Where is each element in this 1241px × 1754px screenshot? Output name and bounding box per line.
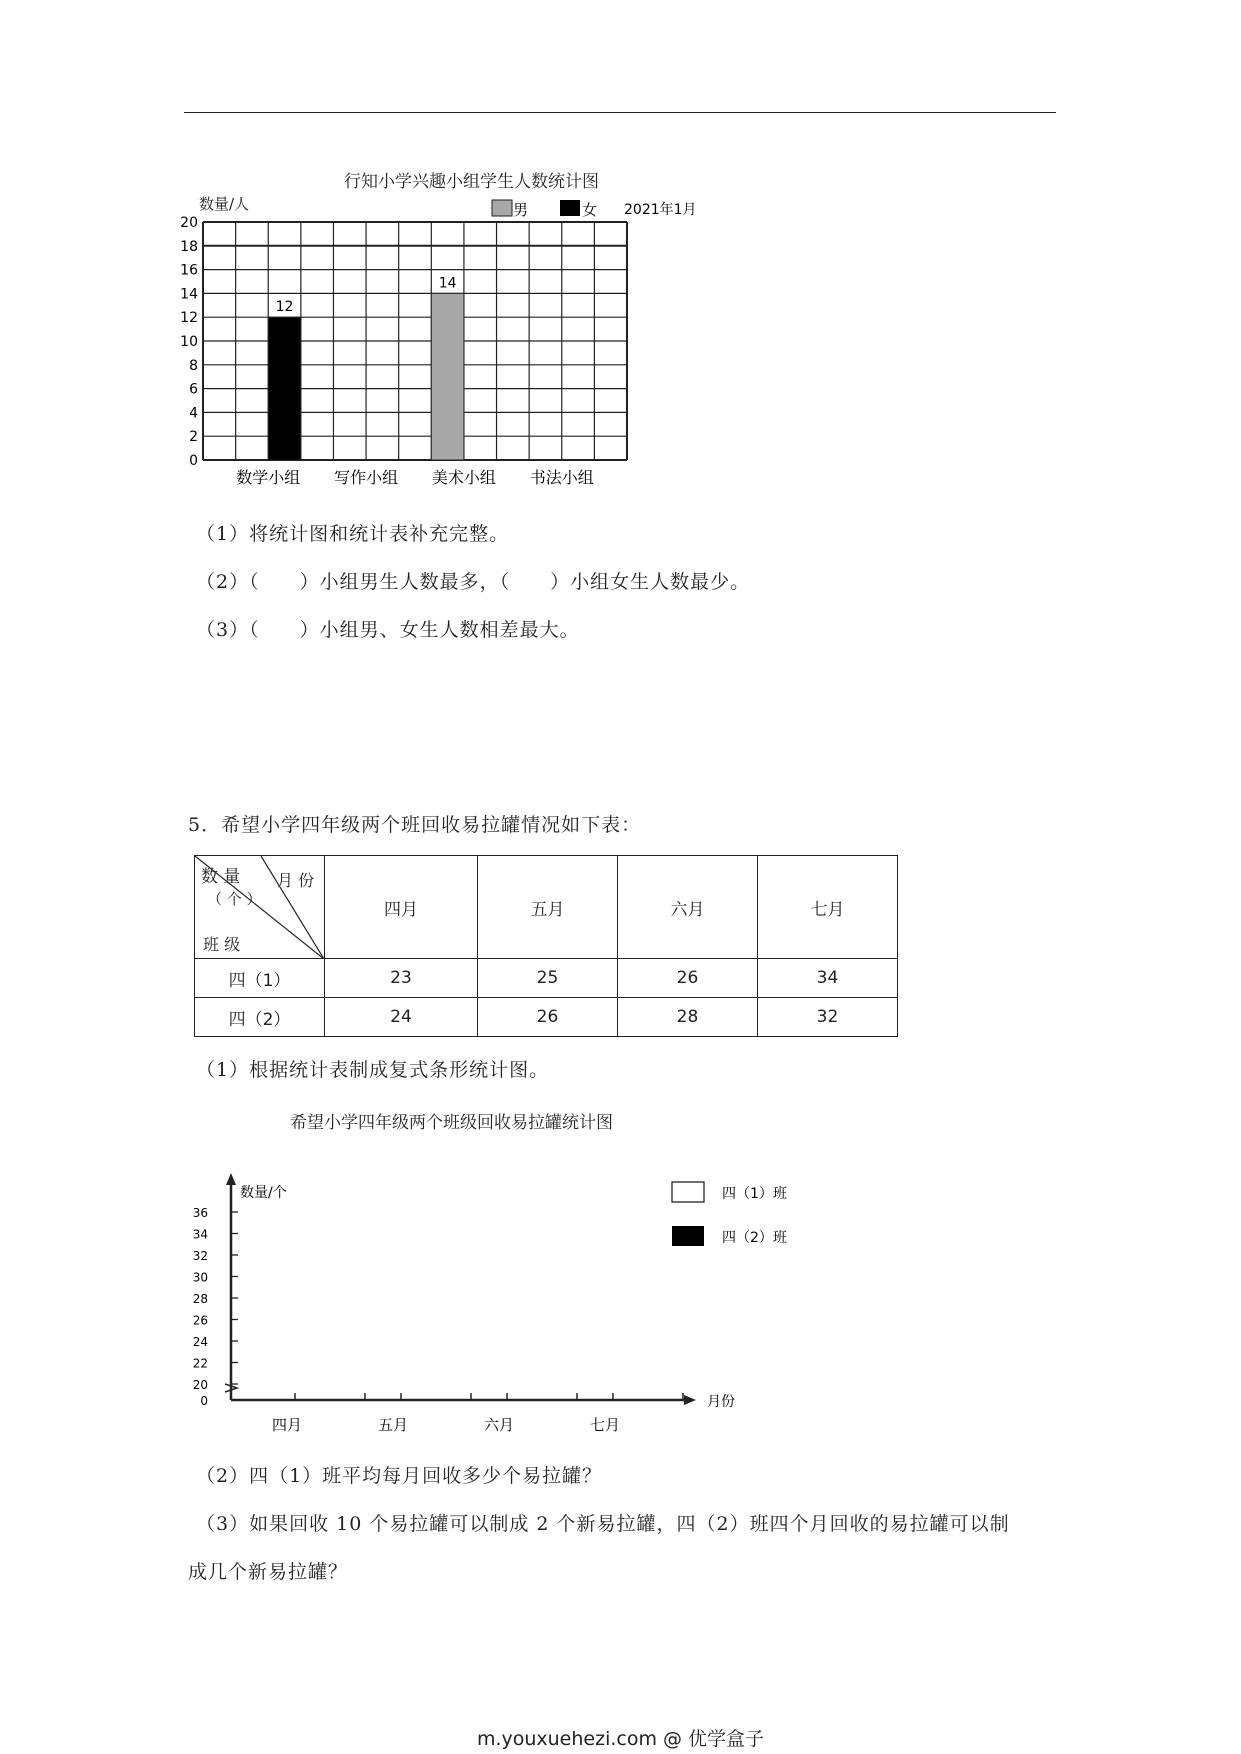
y-tick-label: 12 (180, 310, 198, 327)
y-tick-label: 22 (192, 1356, 208, 1371)
table-header-month: 四月 (325, 856, 478, 959)
table-header-month: 六月 (618, 856, 758, 959)
question-1-1: （1）将统计图和统计表补充完整。 (196, 523, 510, 545)
question-1-3: （3）（ ）小组男、女生人数相差最大。 (196, 619, 580, 641)
question-5-1: （1）根据统计表制成复式条形统计图。 (196, 1059, 550, 1081)
table-cell: 32 (758, 998, 898, 1037)
category-label: 七月 (589, 1416, 621, 1434)
legend-female-label: 女 (582, 201, 598, 219)
chart1-categories (236, 468, 594, 487)
category-label: 美术小组 (431, 468, 496, 487)
footer: m.youxuehezi.com @ 优学盒子 (476, 1728, 765, 1750)
table-cell: 24 (325, 998, 478, 1037)
legend-class2-swatch (672, 1226, 704, 1246)
y-tick-label: 20 (180, 215, 198, 231)
chart2-xlabel: 月份 (707, 1394, 735, 1410)
table-row-class: 四（2） (195, 998, 325, 1037)
category-label: 书法小组 (529, 468, 594, 487)
category-label: 数学小组 (236, 468, 301, 487)
question-5-3-line2: 成几个新易拉罐？ (188, 1561, 349, 1583)
table-cell: 26 (478, 998, 618, 1037)
y-tick-label: 30 (192, 1270, 208, 1285)
category-label: 写作小组 (334, 468, 399, 487)
table-cell: 25 (478, 959, 618, 998)
y-tick-label: 18 (180, 238, 198, 255)
table-cell: 34 (758, 959, 898, 998)
y-tick-label: 4 (189, 405, 198, 422)
y-tick-label: 2 (189, 429, 198, 446)
y-tick-label: 24 (192, 1335, 208, 1349)
diag-unit: （ 个 ） (207, 890, 262, 908)
data-label: 12 (275, 299, 294, 316)
data-label: 14 (438, 275, 457, 292)
legend-class1-swatch (672, 1182, 704, 1202)
diag-month: 月 份 (277, 871, 315, 890)
legend-male-swatch (492, 200, 512, 216)
diag-quantity: 数 量 (201, 867, 241, 887)
y-tick-label: 28 (192, 1292, 208, 1306)
y-tick-label: 14 (180, 286, 198, 303)
y-tick-label: 10 (180, 334, 198, 350)
legend-class2-label: 四（2）班 (722, 1230, 787, 1246)
y-tick-label: 36 (192, 1206, 208, 1220)
diag-class: 班 级 (203, 935, 241, 954)
question-5-3-line1: （3）如果回收 10 个易拉罐可以制成 2 个新易拉罐，四（2）班四个月回收的易拉罐可以制 (196, 1513, 1010, 1535)
table-cell: 28 (618, 998, 758, 1037)
question-5-2: （2）四（1）班平均每月回收多少个易拉罐？ (196, 1465, 603, 1487)
table-header-month: 七月 (758, 856, 898, 959)
chart1-y-ticks (180, 215, 198, 469)
table-cell: 26 (618, 959, 758, 998)
y-tick-label: 16 (180, 262, 198, 279)
y-tick-label: 0 (200, 1394, 208, 1408)
y-tick-label: 6 (189, 381, 198, 398)
bar-female (268, 317, 301, 460)
y-tick-label: 0 (189, 453, 198, 469)
question-5-title: 5．希望小学四年级两个班回收易拉罐情况如下表： (188, 814, 642, 836)
chart1-grid (203, 222, 627, 460)
top-rule (184, 112, 1056, 113)
chart2-ylabel: 数量/个 (240, 1185, 287, 1201)
y-tick-label: 26 (192, 1313, 208, 1328)
category-label: 六月 (483, 1416, 515, 1434)
y-tick-label: 20 (192, 1378, 208, 1392)
legend-female-swatch (560, 200, 580, 216)
bar-male (431, 293, 464, 460)
chart2-svg (190, 1170, 810, 1440)
chart1-ylabel: 数量/人 (199, 195, 250, 213)
chart1-svg (180, 190, 720, 500)
y-tick-label: 32 (192, 1249, 208, 1263)
question-1-2: （2）（ ）小组男生人数最多，（ ）小组女生人数最少。 (196, 571, 751, 593)
table-row-class: 四（1） (195, 959, 325, 998)
chart1-date: 2021年1月 (624, 202, 697, 218)
legend-class1-label: 四（1）班 (722, 1186, 787, 1202)
y-axis-arrow (226, 1173, 236, 1185)
cans-table (194, 855, 898, 1037)
x-axis-arrow (684, 1395, 696, 1405)
y-tick-label: 8 (189, 357, 198, 374)
chart1-title: 行知小学兴趣小组学生人数统计图 (344, 172, 599, 192)
table-header-month: 五月 (478, 856, 618, 959)
chart2-title: 希望小学四年级两个班级回收易拉罐统计图 (290, 1113, 613, 1133)
category-label: 四月 (271, 1416, 303, 1434)
table-cell: 23 (325, 959, 478, 998)
y-tick-label: 34 (192, 1227, 208, 1242)
category-label: 五月 (377, 1416, 409, 1434)
table-diag-header (195, 856, 325, 959)
legend-male-label: 男 (513, 201, 529, 219)
